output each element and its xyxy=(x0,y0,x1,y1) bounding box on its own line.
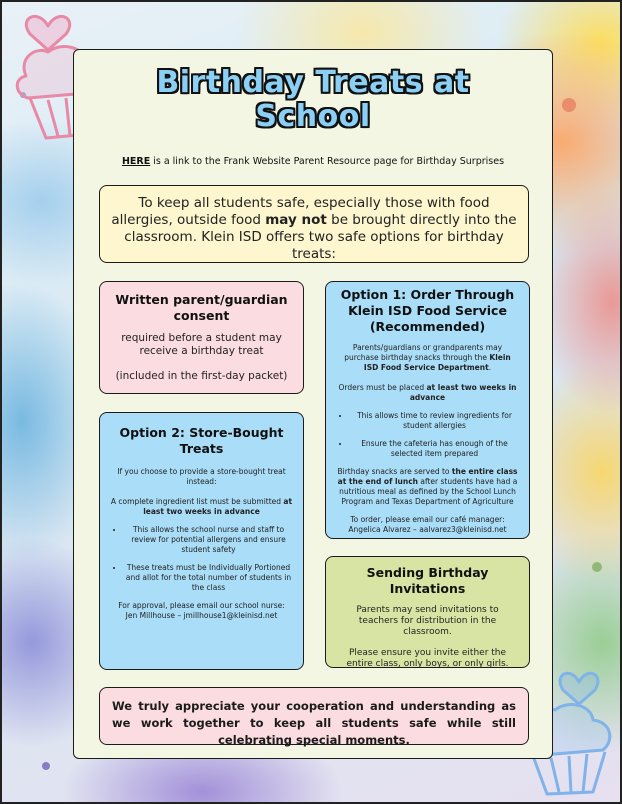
resource-link-line xyxy=(74,156,552,167)
paint-splatter xyxy=(42,762,50,770)
flyer-page xyxy=(73,49,553,759)
link-description: is a link to the Frank Website Parent Resource page for Birthday Surprises xyxy=(150,156,505,167)
option2-contact-label: For approval, please email our school nurse: xyxy=(118,601,285,610)
intro-box xyxy=(99,185,529,263)
closing-box xyxy=(99,687,529,745)
option1-p3-end: after students have had a nutritious meal as defined by the School Lunch Program and Texas Department of Agriculture xyxy=(339,477,518,506)
option2-heading: Option 2: Store-Bought Treats xyxy=(119,425,284,456)
title-line-1: Birthday Treats at xyxy=(156,65,470,100)
paint-splatter xyxy=(562,98,576,112)
option1-serving-info xyxy=(336,467,519,507)
consent-box xyxy=(99,281,304,394)
invitations-heading: Sending Birthday Invitations xyxy=(366,565,489,596)
option1-p2-text: Orders must be placed xyxy=(338,383,427,392)
consent-note: (included in the first-day packet) xyxy=(115,370,288,382)
intro-text-2: be brought directly into the classroom. Klein ISD offers two safe options for birthday treats: xyxy=(124,212,517,262)
invitations-text-2: Please ensure you invite either the entire class, only boys, or only girls. xyxy=(346,648,509,669)
consent-heading: Written parent/guardian consent xyxy=(115,292,288,323)
option2-intro: If you choose to provide a store-bought treat instead: xyxy=(117,467,286,486)
closing-text: We truly appreciate your cooperation and understanding as we work together to keep all students safe while still celebrating special moments. xyxy=(112,699,516,747)
option1-box xyxy=(325,281,530,539)
page-title xyxy=(74,66,552,134)
option1-contact-email[interactable]: Angelica Alvarez – aalvarez3@kleinisd.net xyxy=(348,525,507,534)
option1-serving-time: the entire class at the end of lunch xyxy=(337,467,518,486)
option1-order-rule xyxy=(336,383,519,403)
option1-purchase-info xyxy=(336,343,519,373)
list-item: • These treats must be Individually Portioned and allot for the total number of students in the class xyxy=(124,563,293,593)
option1-contact-label: To order, please email our café manager: xyxy=(350,515,505,524)
list-item: • Ensure the cafeteria has enough of the selected item prepared xyxy=(350,439,519,459)
option1-heading: Option 1: Order Through Klein ISD Food Service (Recommended) xyxy=(340,287,515,334)
intro-text-1: To keep all students safe, especially those with food allergies, outside food xyxy=(111,195,490,228)
option2-bullets xyxy=(110,525,293,593)
list-item: • This allows time to review ingredients for student allergies xyxy=(350,411,519,431)
option1-p3-text: Birthday snacks are served to xyxy=(337,467,452,476)
option2-contact-email[interactable]: Jen Millhouse – jmillhouse1@kleinisd.net xyxy=(125,611,278,620)
option1-p1-end: . xyxy=(488,363,492,372)
option1-p1-text: Parents/guardians or grandparents may purchase birthday snacks through the xyxy=(344,343,503,362)
list-item: • This allows the school nurse and staff to review for potential allergens and ensure student safety xyxy=(124,525,293,555)
option2-ingredient-rule xyxy=(110,497,293,517)
option1-bullets xyxy=(336,411,519,459)
option1-order-deadline: at least two weeks in advance xyxy=(409,383,517,402)
invitations-text-1: Parents may send invitations to teachers for distribution in the classroom. xyxy=(356,605,499,637)
option2-rule-text: A complete ingredient list must be submitted xyxy=(110,497,284,506)
option2-rule-deadline: at least two weeks in advance xyxy=(143,497,293,516)
intro-emphasis: may not xyxy=(265,212,327,228)
invitations-box xyxy=(325,556,530,668)
paint-splatter xyxy=(592,562,602,572)
title-line-2: School xyxy=(255,99,371,134)
option2-box xyxy=(99,412,304,670)
option1-food-service: Klein ISD Food Service Department xyxy=(363,353,511,372)
here-link[interactable]: HERE xyxy=(121,156,151,167)
consent-text: required before a student may receive a birthday treat xyxy=(121,332,282,357)
